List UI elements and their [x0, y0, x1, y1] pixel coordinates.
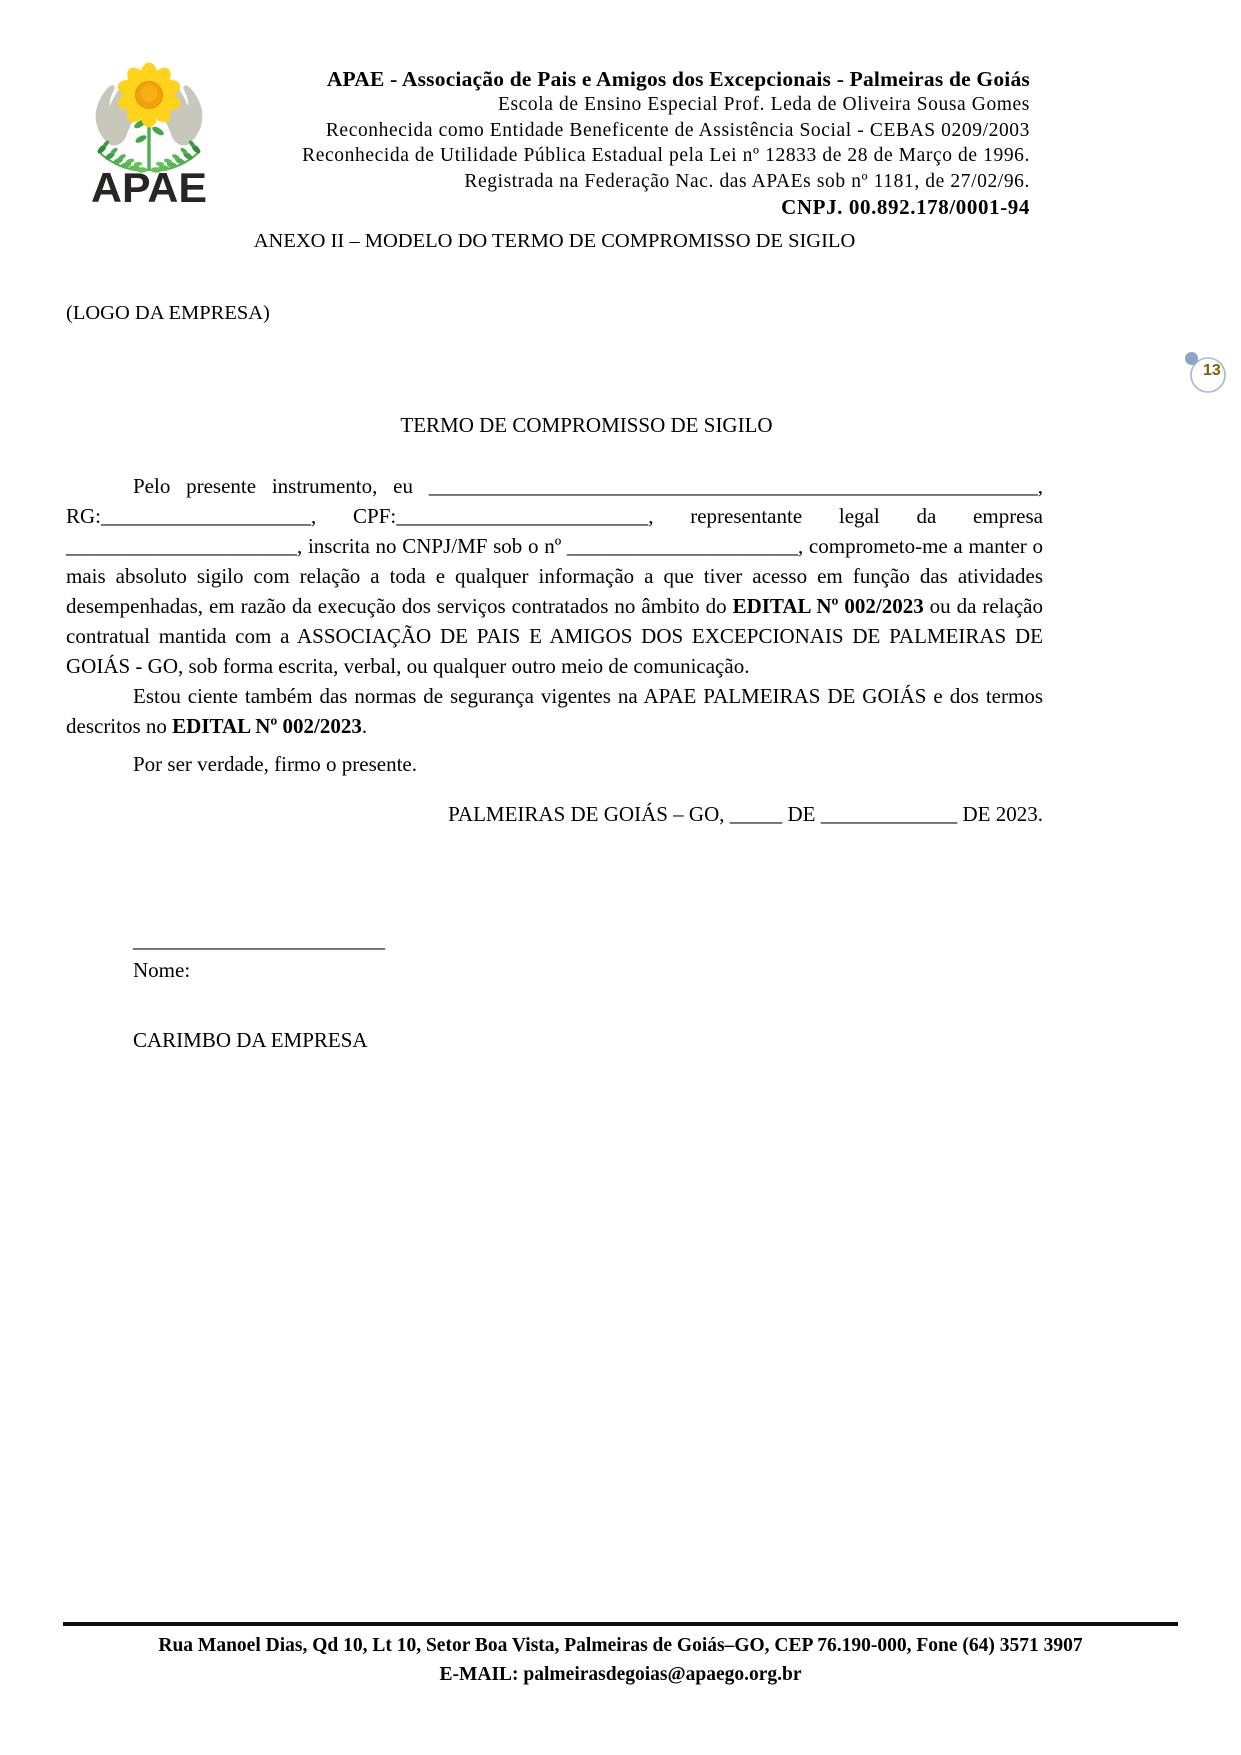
footer-email: E-MAIL: palmeirasdegoias@apaego.org.br: [439, 1664, 802, 1685]
date-line: PALMEIRAS DE GOIÁS – GO, _____ DE _____________ DE 2023.: [448, 802, 1043, 826]
closing-line: Por ser verdade, firmo o presente.: [133, 752, 417, 776]
paragraph-awareness-text-2: .: [361, 714, 368, 738]
header-utility-line: Reconhecida de Utilidade Pública Estadual pela Lei nº 12833 de 28 de Março de 1996.: [302, 145, 1030, 166]
edital-reference-bold-2: EDITAL Nº 002/2023: [172, 714, 362, 738]
apae-logo-text: APAE: [91, 164, 207, 208]
paragraph-commitment-text-1: Pelo presente instrumento, eu __________________________________________________________, RG:____________________, CPF:________________________, representante legal da empresa ______________________, inscrita no CNPJ/MF sob o nº ______________________, comprometo-me a manter o mais absoluto sigilo com relação a toda e qualquer informação a que tiver acesso em função das atividades desempenhadas, em razão da execução dos serviços contratados no âmbito do: [66, 474, 1043, 618]
paragraph-commitment-text-2: ou da relação contratual mantida com a ASSOCIAÇÃO DE PAIS E AMIGOS DOS EXCEPCIONAIS DE PALMEIRAS DE GOIÁS - GO, sob forma escrita, verbal, ou qualquer outro meio de comunicação.: [66, 594, 1043, 678]
paragraph-awareness-text-1: Estou ciente também das normas de segurança vigentes na APAE PALMEIRAS DE GOIÁS e dos termos descritos no: [66, 684, 1043, 738]
comment-balloon[interactable]: [1182, 347, 1234, 403]
paragraph-commitment: [66, 471, 1043, 681]
header-federation-line: Registrada na Federação Nac. das APAEs sob nº 1181, de 27/02/96.: [464, 170, 1030, 192]
header-cnpj-line: CNPJ. 00.892.178/0001-94: [781, 195, 1030, 219]
signature-block: [133, 925, 1043, 985]
paragraph-awareness: [66, 681, 1043, 741]
edital-reference-bold: EDITAL Nº 002/2023: [732, 594, 924, 618]
comment-dot-icon: [1185, 352, 1198, 365]
footer-address: Rua Manoel Dias, Qd 10, Lt 10, Setor Boa Vista, Palmeiras de Goiás–GO, CEP 76.190-000, Fone (64) 3571 3907: [158, 1635, 1083, 1656]
header-school-line: Escola de Ensino Especial Prof. Leda de Oliveira Sousa Gomes: [497, 94, 1030, 115]
document-body: [66, 410, 1043, 1055]
apae-logo-graphic: [85, 58, 215, 208]
signature-rule: ________________________: [133, 928, 385, 952]
annex-title: ANEXO II – MODELO DO TERMO DE COMPROMISSO DE SIGILO: [253, 230, 856, 252]
apae-logo: [85, 58, 215, 208]
name-label: Nome:: [133, 958, 191, 982]
letterhead: [235, 66, 1030, 220]
header-cebas-line: Reconhecida como Entidade Beneficente de Assistência Social - CEBAS 0209/2003: [325, 119, 1030, 141]
page-footer: [63, 1631, 1178, 1689]
document-title: TERMO DE COMPROMISSO DE SIGILO: [400, 413, 773, 437]
stamp-label: CARIMBO DA EMPRESA: [133, 1028, 368, 1052]
comment-number: 13: [1203, 362, 1221, 379]
header-org-name: APAE - Associação de Pais e Amigos dos Excepcionais - Palmeiras de Goiás: [326, 67, 1030, 91]
footer-rule: [63, 1622, 1178, 1626]
company-logo-placeholder: (LOGO DA EMPRESA): [66, 302, 270, 324]
